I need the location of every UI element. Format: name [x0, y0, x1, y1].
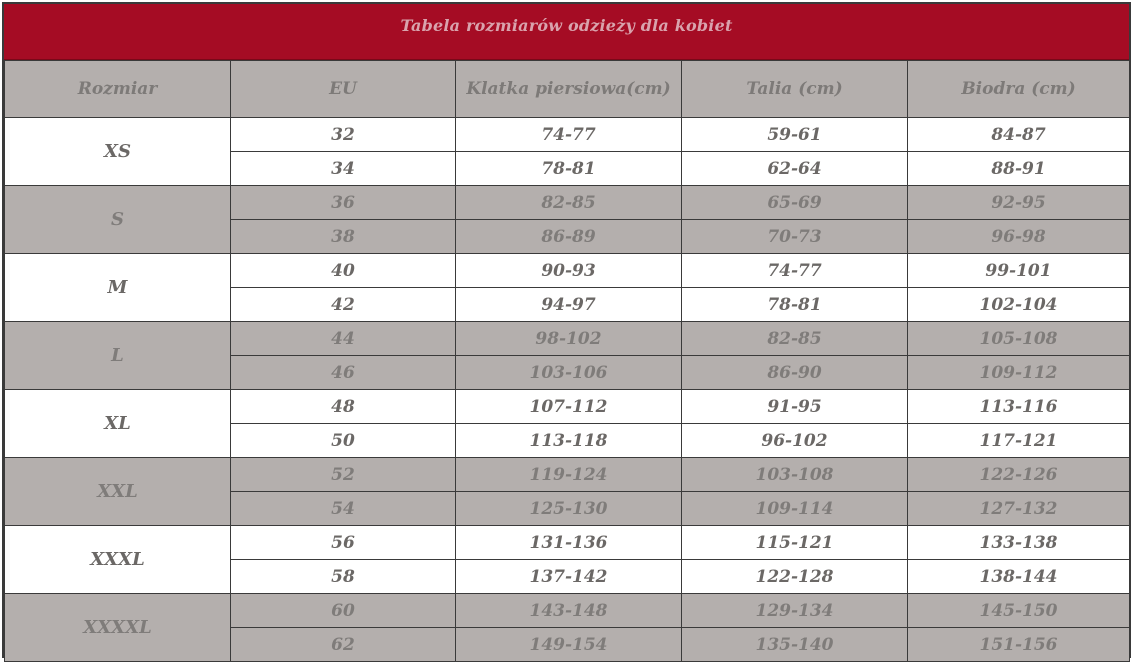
waist-value: 129-134	[682, 594, 908, 628]
size-label: L	[5, 322, 231, 390]
chest-value: 94-97	[456, 288, 682, 322]
eu-value: 48	[231, 390, 456, 424]
eu-value: 50	[231, 424, 456, 458]
hips-value: 127-132	[908, 492, 1130, 526]
chest-value: 86-89	[456, 220, 682, 254]
waist-value: 115-121	[682, 526, 908, 560]
hips-value: 117-121	[908, 424, 1130, 458]
table-row	[5, 390, 1130, 424]
chest-value: 98-102	[456, 322, 682, 356]
size-chart	[2, 2, 1131, 658]
size-label: XL	[5, 390, 231, 458]
hips-value: 84-87	[908, 118, 1130, 152]
hips-value: 138-144	[908, 560, 1130, 594]
hips-value: 102-104	[908, 288, 1130, 322]
table-body	[5, 118, 1130, 662]
eu-value: 36	[231, 186, 456, 220]
eu-value: 46	[231, 356, 456, 390]
waist-value: 91-95	[682, 390, 908, 424]
chest-value: 103-106	[456, 356, 682, 390]
hips-value: 122-126	[908, 458, 1130, 492]
waist-value: 122-128	[682, 560, 908, 594]
eu-value: 54	[231, 492, 456, 526]
table-row	[5, 254, 1130, 288]
size-label: XXXXL	[5, 594, 231, 662]
eu-value: 58	[231, 560, 456, 594]
size-label: M	[5, 254, 231, 322]
waist-value: 78-81	[682, 288, 908, 322]
chest-value: 107-112	[456, 390, 682, 424]
waist-value: 65-69	[682, 186, 908, 220]
hips-value: 151-156	[908, 628, 1130, 662]
table-row	[5, 118, 1130, 152]
table-row	[5, 594, 1130, 628]
size-label: XXL	[5, 458, 231, 526]
table-row	[5, 526, 1130, 560]
hips-value: 88-91	[908, 152, 1130, 186]
size-label: S	[5, 186, 231, 254]
hips-value: 96-98	[908, 220, 1130, 254]
eu-value: 44	[231, 322, 456, 356]
table-row	[5, 458, 1130, 492]
eu-value: 62	[231, 628, 456, 662]
hips-value: 92-95	[908, 186, 1130, 220]
hips-value: 113-116	[908, 390, 1130, 424]
header-size: Rozmiar	[5, 61, 231, 118]
eu-value: 42	[231, 288, 456, 322]
waist-value: 96-102	[682, 424, 908, 458]
size-label: XS	[5, 118, 231, 186]
waist-value: 135-140	[682, 628, 908, 662]
hips-value: 145-150	[908, 594, 1130, 628]
chest-value: 119-124	[456, 458, 682, 492]
chest-value: 125-130	[456, 492, 682, 526]
eu-value: 34	[231, 152, 456, 186]
eu-value: 40	[231, 254, 456, 288]
eu-value: 32	[231, 118, 456, 152]
header-chest: Klatka piersiowa(cm)	[456, 61, 682, 118]
header-hips: Biodra (cm)	[908, 61, 1130, 118]
hips-value: 99-101	[908, 254, 1130, 288]
chest-value: 74-77	[456, 118, 682, 152]
waist-value: 82-85	[682, 322, 908, 356]
waist-value: 74-77	[682, 254, 908, 288]
waist-value: 70-73	[682, 220, 908, 254]
table-row	[5, 322, 1130, 356]
waist-value: 62-64	[682, 152, 908, 186]
waist-value: 86-90	[682, 356, 908, 390]
eu-value: 56	[231, 526, 456, 560]
chest-value: 78-81	[456, 152, 682, 186]
header-waist: Talia (cm)	[682, 61, 908, 118]
hips-value: 133-138	[908, 526, 1130, 560]
chest-value: 143-148	[456, 594, 682, 628]
eu-value: 60	[231, 594, 456, 628]
title-bar	[4, 4, 1129, 60]
waist-value: 59-61	[682, 118, 908, 152]
header-eu: EU	[231, 61, 456, 118]
chest-value: 137-142	[456, 560, 682, 594]
size-table	[4, 60, 1130, 662]
page-title: Tabela rozmiarów odzieży dla kobiet	[400, 16, 733, 35]
chest-value: 90-93	[456, 254, 682, 288]
table-row	[5, 186, 1130, 220]
header-row	[5, 61, 1130, 118]
chest-value: 82-85	[456, 186, 682, 220]
waist-value: 103-108	[682, 458, 908, 492]
chest-value: 131-136	[456, 526, 682, 560]
waist-value: 109-114	[682, 492, 908, 526]
size-label: XXXL	[5, 526, 231, 594]
chest-value: 149-154	[456, 628, 682, 662]
hips-value: 105-108	[908, 322, 1130, 356]
hips-value: 109-112	[908, 356, 1130, 390]
eu-value: 38	[231, 220, 456, 254]
eu-value: 52	[231, 458, 456, 492]
chest-value: 113-118	[456, 424, 682, 458]
